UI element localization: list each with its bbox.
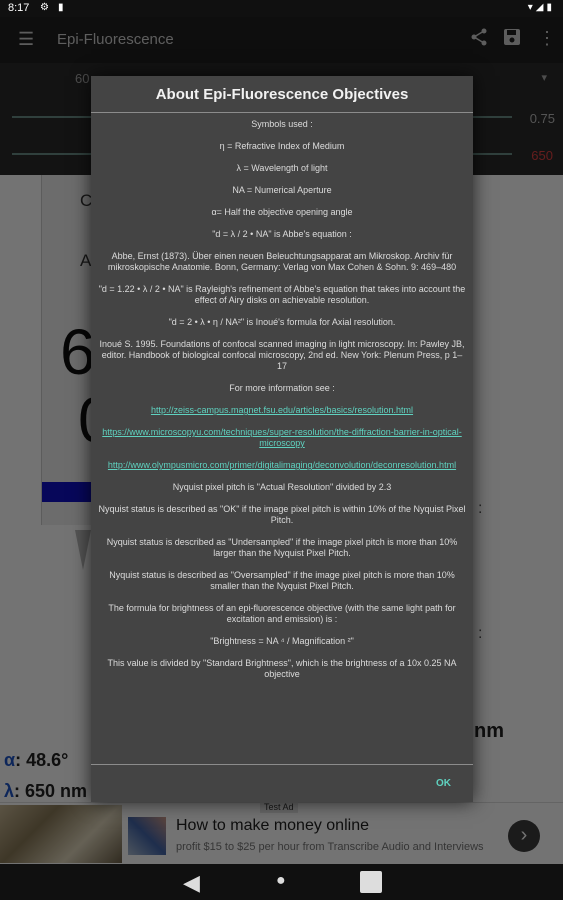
about-dialog	[91, 76, 473, 802]
dialog-paragraph: Symbols used :	[251, 119, 313, 129]
dialog-paragraph: Abbe, Ernst (1873). Über einen neuen Beleuchtungsapparat am Mikroskop. Archiv für mikroskopische Anatomie. Bonn, Germany: Verlag von Max Cohen & Sohn. 9: 469–480	[107, 251, 457, 272]
dialog-paragraph: α= Half the objective opening angle	[211, 207, 353, 217]
divider	[91, 764, 473, 765]
dialog-paragraph: η = Refractive Index of Medium	[219, 141, 345, 151]
dialog-paragraph: The formula for brightness of an epi-fluorescence objective (with the same light path for excitation and emission) is :	[108, 603, 456, 624]
settings-icon: ⚙	[40, 2, 49, 13]
dialog-paragraph: Nyquist status is described as "OK" if the image pixel pitch is within 10% of the Nyquist Pixel Pitch.	[98, 504, 466, 525]
home-icon[interactable]: ●	[276, 872, 286, 889]
dialog-paragraph: "d = 2 • λ • η / NA²" is Inoué's formula for Axial resolution.	[168, 317, 396, 327]
recents-icon[interactable]	[360, 871, 382, 893]
nav-bar	[0, 864, 563, 900]
dialog-paragraph: Nyquist status is described as "Oversampled" if the image pixel pitch is more than 10% smaller than the Nyquist Pixel Pitch.	[109, 570, 455, 591]
dialog-title: About Epi-Fluorescence Objectives	[155, 86, 409, 103]
link-zeiss[interactable]: http://zeiss-campus.magnet.fsu.edu/articles/basics/resolution.html	[150, 405, 414, 415]
status-bar	[0, 0, 563, 17]
ok-button[interactable]: OK	[436, 778, 451, 789]
dialog-paragraph: λ = Wavelength of light	[236, 163, 328, 173]
link-olympus[interactable]: http://www.olympusmicro.com/primer/digitalimaging/deconvolution/deconresolution.html	[107, 460, 457, 470]
back-icon[interactable]: ◀	[183, 870, 200, 895]
dialog-paragraph: NA = Numerical Aperture	[232, 185, 332, 195]
status-time: 8:17	[8, 2, 30, 14]
dialog-paragraph: "d = λ / 2 • NA" is Abbe's equation :	[212, 229, 352, 239]
link-microscopyu[interactable]: https://www.microscopyu.com/techniques/super-resolution/the-diffraction-barrier-in-optical-microscopy	[102, 427, 462, 448]
dialog-paragraph: "d = 1.22 • λ / 2 • NA" is Rayleigh's refinement of Abbe's equation that takes into account the effect of Airy disks on achievable resolution.	[98, 284, 466, 305]
signal-battery-icons: ▾◢▮	[527, 2, 555, 13]
dialog-body[interactable]	[97, 119, 467, 769]
dialog-paragraph: Nyquist status is described as "Undersampled" if the image pixel pitch is more than 10% larger than the Nyquist Pixel Pitch.	[106, 537, 458, 558]
divider	[91, 112, 473, 113]
dialog-paragraph: Nyquist pixel pitch is "Actual Resolution" divided by 2.3	[172, 482, 392, 492]
dialog-paragraph: This value is divided by "Standard Brightness", which is the brightness of a 10x 0.25 NA objective	[107, 658, 457, 679]
dialog-paragraph: Inoué S. 1995. Foundations of confocal scanned imaging in light microscopy. In: Pawley JB, editor. Handbook of biological confocal microscopy, 2nd ed. New York: Plenum Press, p 1–17	[99, 339, 465, 371]
dialog-paragraph: For more information see :	[229, 383, 335, 393]
dialog-paragraph: "Brightness = NA ⁴ / Magnification ²"	[210, 636, 354, 646]
sim-icon: ▮	[58, 2, 64, 13]
